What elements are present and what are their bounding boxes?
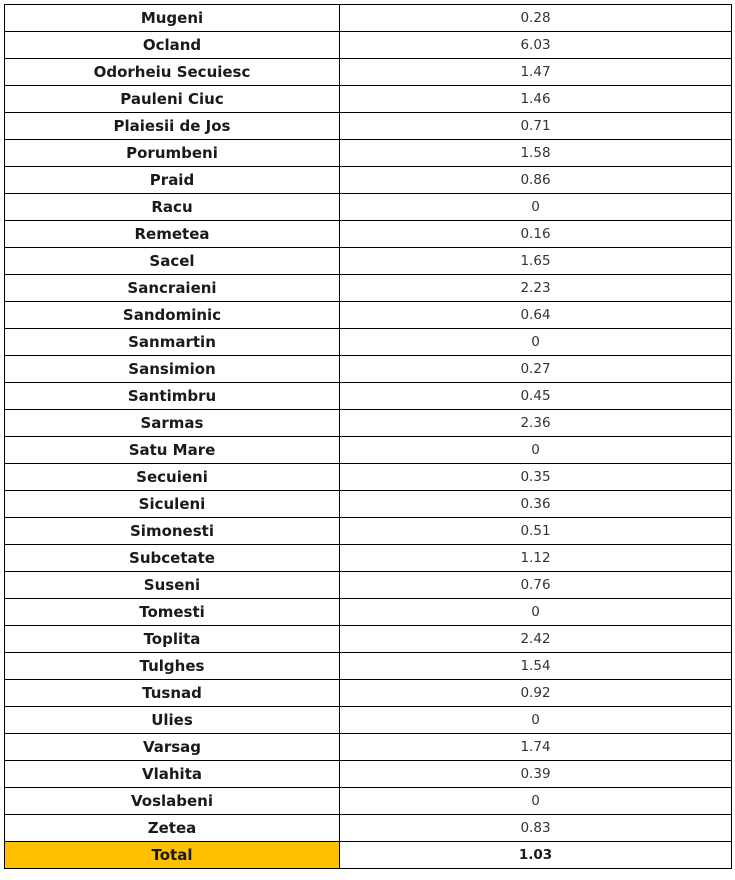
table-row: [5, 221, 732, 248]
locality-name-cell: Porumbeni: [5, 140, 340, 167]
table-row: [5, 302, 732, 329]
value-cell: 1.58: [340, 140, 732, 167]
value-cell: 2.36: [340, 410, 732, 437]
value-cell: 2.42: [340, 626, 732, 653]
locality-name-cell: Odorheiu Secuiesc: [5, 59, 340, 86]
table-row: [5, 761, 732, 788]
locality-name-cell: Sansimion: [5, 356, 340, 383]
table-row: [5, 599, 732, 626]
table-row: [5, 626, 732, 653]
locality-name-cell: Plaiesii de Jos: [5, 113, 340, 140]
value-cell: 0.71: [340, 113, 732, 140]
value-cell: 0.35: [340, 464, 732, 491]
table-row: [5, 86, 732, 113]
locality-name-cell: Toplita: [5, 626, 340, 653]
value-cell: 0: [340, 599, 732, 626]
table-row: [5, 680, 732, 707]
value-cell: 0.83: [340, 815, 732, 842]
value-cell: 0: [340, 437, 732, 464]
table-row: [5, 140, 732, 167]
value-cell: 0.36: [340, 491, 732, 518]
value-cell: 2.23: [340, 275, 732, 302]
table-row: [5, 113, 732, 140]
value-cell: 0: [340, 329, 732, 356]
value-cell: 0.27: [340, 356, 732, 383]
value-cell: 6.03: [340, 32, 732, 59]
locality-name-cell: Ocland: [5, 32, 340, 59]
locality-name-cell: Suseni: [5, 572, 340, 599]
table-row: [5, 518, 732, 545]
value-cell: 0.51: [340, 518, 732, 545]
locality-name-cell: Praid: [5, 167, 340, 194]
locality-name-cell: Zetea: [5, 815, 340, 842]
table-row: [5, 167, 732, 194]
locality-name-cell: Ulies: [5, 707, 340, 734]
table-row: [5, 707, 732, 734]
table-row: [5, 356, 732, 383]
locality-name-cell: Remetea: [5, 221, 340, 248]
value-cell: 0.86: [340, 167, 732, 194]
locality-name-cell: Sacel: [5, 248, 340, 275]
table-row: [5, 275, 732, 302]
table-row: [5, 59, 732, 86]
total-value-cell: 1.03: [340, 842, 732, 869]
data-table-container: [4, 4, 732, 869]
value-cell: 0.76: [340, 572, 732, 599]
locality-name-cell: Tusnad: [5, 680, 340, 707]
table-row: [5, 248, 732, 275]
locality-name-cell: Satu Mare: [5, 437, 340, 464]
locality-name-cell: Tulghes: [5, 653, 340, 680]
locality-name-cell: Sanmartin: [5, 329, 340, 356]
total-row: [5, 842, 732, 869]
value-cell: 0.28: [340, 5, 732, 32]
table-row: [5, 194, 732, 221]
value-cell: 0.92: [340, 680, 732, 707]
value-cell: 0: [340, 707, 732, 734]
table-row: [5, 32, 732, 59]
locality-name-cell: Varsag: [5, 734, 340, 761]
locality-name-cell: Tomesti: [5, 599, 340, 626]
locality-name-cell: Vlahita: [5, 761, 340, 788]
table-row: [5, 815, 732, 842]
value-cell: 0.64: [340, 302, 732, 329]
locality-name-cell: Simonesti: [5, 518, 340, 545]
table-row: [5, 491, 732, 518]
table-row: [5, 437, 732, 464]
table-row: [5, 572, 732, 599]
locality-name-cell: Pauleni Ciuc: [5, 86, 340, 113]
table-row: [5, 329, 732, 356]
table-row: [5, 788, 732, 815]
table-row: [5, 545, 732, 572]
locality-name-cell: Voslabeni: [5, 788, 340, 815]
value-cell: 1.47: [340, 59, 732, 86]
locality-name-cell: Mugeni: [5, 5, 340, 32]
data-table: [4, 4, 732, 869]
value-cell: 1.12: [340, 545, 732, 572]
value-cell: 1.65: [340, 248, 732, 275]
value-cell: 0.45: [340, 383, 732, 410]
value-cell: 1.46: [340, 86, 732, 113]
locality-name-cell: Secuieni: [5, 464, 340, 491]
locality-name-cell: Sandominic: [5, 302, 340, 329]
value-cell: 0.16: [340, 221, 732, 248]
locality-name-cell: Santimbru: [5, 383, 340, 410]
table-row: [5, 734, 732, 761]
locality-name-cell: Sancraieni: [5, 275, 340, 302]
value-cell: 1.74: [340, 734, 732, 761]
table-body: [5, 5, 732, 869]
value-cell: 1.54: [340, 653, 732, 680]
total-label-cell: Total: [5, 842, 340, 869]
value-cell: 0: [340, 194, 732, 221]
locality-name-cell: Siculeni: [5, 491, 340, 518]
table-row: [5, 5, 732, 32]
locality-name-cell: Racu: [5, 194, 340, 221]
locality-name-cell: Subcetate: [5, 545, 340, 572]
table-row: [5, 653, 732, 680]
value-cell: 0: [340, 788, 732, 815]
table-row: [5, 383, 732, 410]
table-row: [5, 464, 732, 491]
locality-name-cell: Sarmas: [5, 410, 340, 437]
table-row: [5, 410, 732, 437]
value-cell: 0.39: [340, 761, 732, 788]
